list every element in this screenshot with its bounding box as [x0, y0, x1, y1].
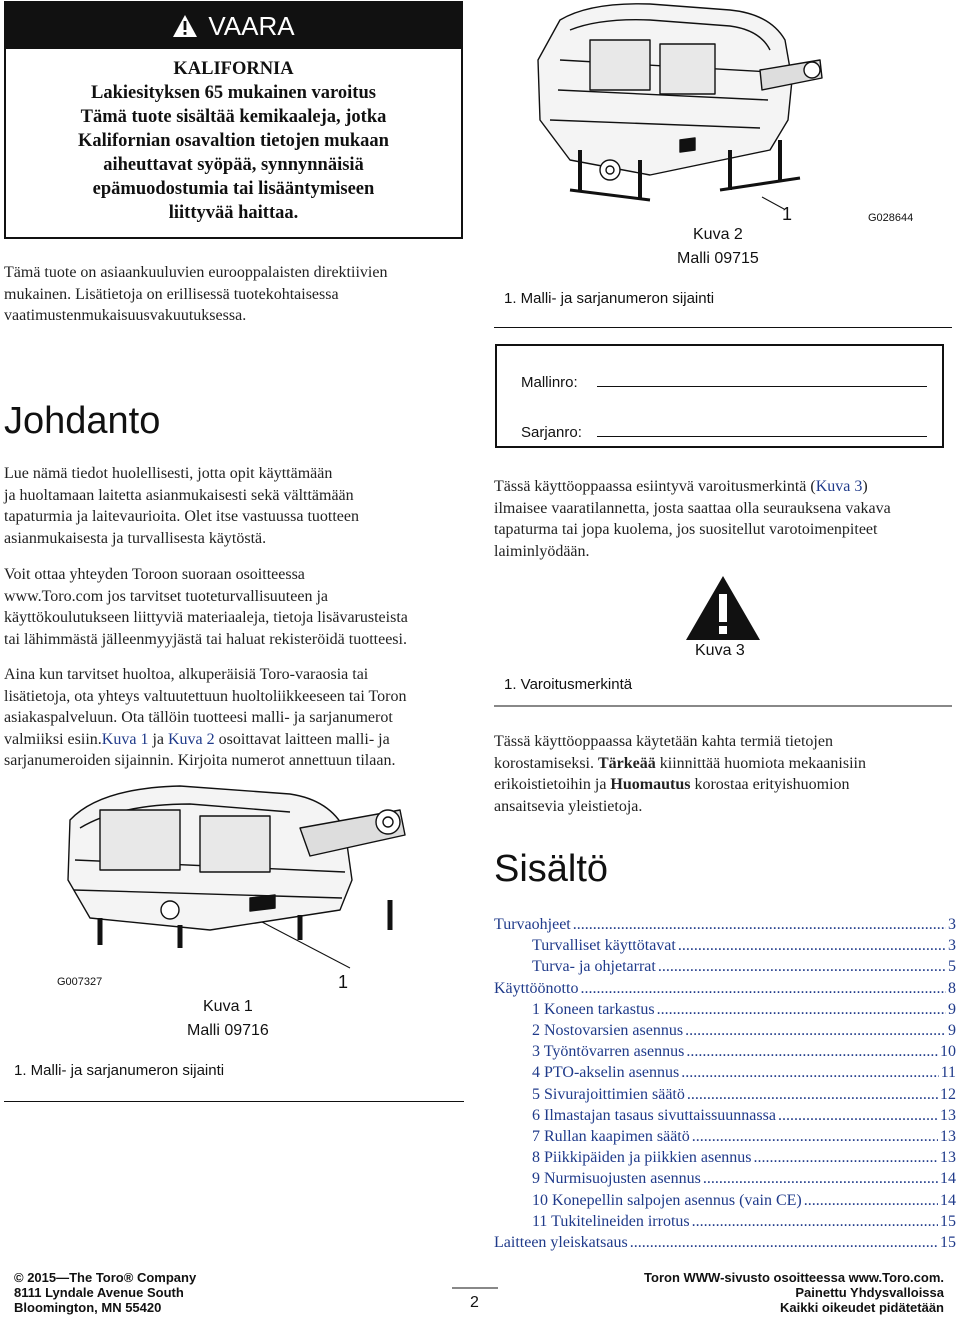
- toc-entry-title[interactable]: 8 Piikkipäiden ja piikkien asennus: [532, 1149, 752, 1167]
- text-line: ansaitsevia yleistietoja.: [494, 797, 643, 815]
- text-line: tapaturma tai jopa kuolema, jos suositellut varotoimenpiteet: [494, 521, 878, 538]
- figure2-title: Kuva 2: [693, 226, 743, 243]
- toc-entry-page[interactable]: 5: [948, 958, 956, 976]
- warning-line: KALIFORNIA: [173, 59, 294, 79]
- figure3-link[interactable]: Kuva 3: [815, 478, 863, 495]
- text-line: Lue nämä tiedot huolellisesti, jotta opit käyttämään: [4, 465, 333, 482]
- toc-leader-dots: [692, 1126, 938, 1147]
- warning-line: epämuodostumia tai lisääntymiseen: [92, 179, 375, 199]
- figure2-divider: [494, 327, 952, 328]
- toc-entry[interactable]: [494, 1020, 956, 1041]
- warning-line: aiheuttavat syöpää, synnynnäisiä: [103, 155, 364, 175]
- footer-right: [644, 1270, 944, 1315]
- figure2-legend: 1. Malli- ja sarjanumeron sijainti: [504, 290, 715, 307]
- intro-paragraph-3: [4, 664, 474, 772]
- toc-entry[interactable]: [494, 1041, 956, 1062]
- toc-entry-title[interactable]: 4 PTO-akselin asennus: [532, 1064, 680, 1082]
- text-line: Voit ottaa yhteyden Toroon suoraan osoitteessa: [4, 566, 305, 583]
- figure2-subtitle: Malli 09715: [677, 250, 759, 267]
- text-span: Tässä käyttöoppaassa esiintyvä varoitusmerkintä (: [494, 478, 816, 495]
- toc-entry-title[interactable]: 11 Tukitelineiden irrotus: [532, 1212, 690, 1230]
- text-line: [494, 753, 956, 775]
- text-line: Tässä käyttöoppaassa käytetään kahta termiä tietojen: [494, 733, 833, 750]
- toc-entry-page[interactable]: 15: [940, 1212, 956, 1230]
- toc-entry-page[interactable]: 8: [948, 979, 956, 997]
- copyright-line: © 2015—The Toro® Company: [14, 1270, 197, 1285]
- toc-leader-dots: [573, 914, 946, 935]
- intro-paragraph-2: [4, 564, 474, 650]
- toc-entry-title[interactable]: 2 Nostovarsien asennus: [532, 1022, 684, 1040]
- figure2-leader-line: [760, 195, 793, 225]
- warning-box: [4, 1, 463, 239]
- figure2-illustration: [530, 0, 830, 210]
- text-span: korostamiseksi.: [494, 754, 598, 772]
- eu-notice-line: Tämä tuote on asiaankuuluvien eurooppalaisten direktiivien: [4, 264, 388, 281]
- figure1-callout: 1: [338, 972, 349, 992]
- website-line: Toron WWW-sivusto osoitteessa www.Toro.com.: [644, 1270, 944, 1285]
- serial-number-field[interactable]: [597, 436, 927, 437]
- important-term: Tärkeää: [598, 754, 656, 772]
- figure1-leader-line: [260, 920, 370, 980]
- toc-entry-title[interactable]: Turvalliset käyttötavat: [532, 937, 676, 955]
- figure1-divider: [4, 1101, 464, 1102]
- toc-leader-dots: [692, 1211, 938, 1232]
- figure1-link[interactable]: Kuva 1: [101, 730, 149, 748]
- toc-entry[interactable]: [494, 1062, 956, 1083]
- toc-entry[interactable]: [494, 1232, 956, 1253]
- text-line: asianmukaisesta ja turvallisesta käytöstä.: [4, 529, 267, 547]
- toc-entry-title[interactable]: 7 Rullan kaapimen säätö: [532, 1128, 690, 1146]
- toc-entry[interactable]: [494, 978, 956, 999]
- toc-entry-title[interactable]: Turvaohjeet: [494, 916, 571, 933]
- text-line: lisätietoja, ota yhteys valtuutettuun huoltoliikkeeseen tai Toron: [4, 687, 407, 705]
- model-serial-box: [495, 344, 944, 448]
- warning-body: [6, 57, 461, 225]
- address-line: Bloomington, MN 55420: [14, 1300, 162, 1315]
- text-span: ja: [148, 730, 168, 748]
- text-line: tapaturmia ja laitevaurioita. Olet itse vastuussa tuotteen: [4, 508, 359, 525]
- toc-entry-page[interactable]: 14: [940, 1191, 956, 1209]
- warning-header: [6, 3, 461, 49]
- intro-paragraph-1: [4, 463, 466, 549]
- toc-entry[interactable]: [494, 999, 956, 1020]
- toc-leader-dots: [778, 1105, 938, 1126]
- model-number-field[interactable]: [597, 386, 927, 387]
- figure3-title: Kuva 3: [695, 642, 745, 659]
- text-span: ): [862, 478, 868, 495]
- toc-entry-title[interactable]: 9 Nurmisuojusten asennus: [532, 1170, 701, 1188]
- eu-notice-line: mukainen. Lisätietoja on erillisessä tuotekohtaisessa: [4, 285, 339, 303]
- text-line: [494, 476, 956, 498]
- toc-entry[interactable]: [494, 956, 956, 977]
- warning-line: Tämä tuote sisältää kemikaaleja, jotka: [80, 107, 387, 127]
- text-line: ja huoltamaan laitetta asianmukaisesti sekä välttämään: [4, 486, 354, 504]
- warning-line: Kalifornian osavaltion tietojen mukaan: [78, 131, 389, 151]
- toc-entry[interactable]: [494, 935, 956, 956]
- toc-entry-page[interactable]: 9: [948, 1000, 956, 1018]
- footer-left: [14, 1270, 196, 1315]
- safety-paragraph: [494, 476, 956, 562]
- toc-entry[interactable]: [494, 1084, 956, 1105]
- toc-leader-dots: [681, 1062, 938, 1083]
- toc-entry-title[interactable]: Laitteen yleiskatsaus: [494, 1234, 628, 1252]
- warning-title: VAARA: [208, 10, 295, 41]
- toc-entry-page[interactable]: 13: [940, 1149, 956, 1167]
- figure1-subtitle: Malli 09716: [187, 1022, 269, 1039]
- intro-heading: Johdanto: [4, 400, 161, 442]
- toc-leader-dots: [580, 978, 946, 999]
- toc-entry-title[interactable]: Turva- ja ohjetarrat: [532, 958, 656, 976]
- warning-line: liittyvää haittaa.: [168, 203, 299, 223]
- toc-entry-title[interactable]: 6 Ilmastajan tasaus sivuttaissuunnassa: [532, 1106, 776, 1124]
- address-line: 8111 Lyndale Avenue South: [14, 1285, 184, 1300]
- text-line: asiakaspalveluun. Ota tällöin tuotteesi malli- ja sarjanumerot: [4, 709, 393, 726]
- toc-entry-page[interactable]: 14: [940, 1170, 956, 1188]
- page-number-rule: [452, 1286, 502, 1290]
- toc-entry-page[interactable]: 15: [940, 1234, 956, 1252]
- figure1-title: Kuva 1: [203, 998, 253, 1015]
- text-line: sarjanumeroiden sijainnin. Kirjoita numerot annettuun tilaan.: [4, 752, 396, 769]
- toc-entry-page[interactable]: 9: [948, 1022, 956, 1040]
- text-line: ilmaisee vaaratilannetta, josta saattaa olla seurauksena vakava: [494, 499, 891, 517]
- eu-notice: [4, 262, 464, 327]
- warning-line: Lakiesityksen 65 mukainen varoitus: [91, 83, 376, 103]
- figure1-code: G007327: [57, 976, 103, 988]
- toc-entry[interactable]: [494, 1168, 956, 1189]
- toc-entry[interactable]: [494, 1126, 956, 1147]
- text-line: tai lähimmästä jälleenmyyjästä tai haluat rekisteröidä tuotteesi.: [4, 630, 407, 648]
- toc-entry-page[interactable]: 13: [940, 1128, 956, 1146]
- toc-leader-dots: [804, 1190, 938, 1211]
- eu-notice-line: vaatimustenmukaisuusvakuutuksessa.: [4, 307, 247, 324]
- figure2-callout: 1: [782, 204, 793, 224]
- toc-leader-dots: [630, 1232, 938, 1253]
- figure3-legend: 1. Varoitusmerkintä: [504, 676, 633, 693]
- warning-triangle-icon: [172, 14, 198, 38]
- figure3-divider: [494, 704, 956, 708]
- toc-entry-page[interactable]: 12: [940, 1085, 956, 1103]
- text-line: [494, 774, 956, 796]
- text-line: www.Toro.com jos tarvitset tuoteturvallisuuteen ja: [4, 587, 328, 605]
- terms-paragraph: [494, 731, 956, 817]
- toc-leader-dots: [687, 1084, 938, 1105]
- toc-heading: Sisältö: [494, 848, 609, 890]
- text-line: Aina kun tarvitset huoltoa, alkuperäisiä Toro-varaosia tai: [4, 666, 369, 683]
- toc-leader-dots: [678, 935, 946, 956]
- printed-line: Painettu Yhdysvalloissa: [795, 1285, 944, 1300]
- toc-entry-title[interactable]: Käyttöönotto: [494, 979, 579, 997]
- rights-line: Kaikki oikeudet pidätetään: [780, 1300, 944, 1315]
- text-span: osoittavat laitteen malli- ja: [214, 730, 390, 748]
- toc-leader-dots: [685, 1020, 946, 1041]
- toc-entry[interactable]: [494, 1211, 956, 1232]
- model-number-label: Mallinro:: [521, 374, 578, 391]
- toc-entry-page[interactable]: 13: [940, 1106, 956, 1124]
- toc-leader-dots: [657, 999, 946, 1020]
- toc-entry[interactable]: [494, 1190, 956, 1211]
- toc-entry-page[interactable]: 3: [948, 916, 956, 933]
- text-span: korostaa erityishuomion: [690, 776, 850, 793]
- toc-entry[interactable]: [494, 1105, 956, 1126]
- text-span: valmiiksi esiin.: [4, 730, 102, 748]
- toc-entry-title[interactable]: 5 Sivurajoittimien säätö: [532, 1085, 685, 1103]
- toc-entry-page[interactable]: 11: [940, 1064, 956, 1082]
- figure2-code: G028644: [868, 212, 914, 224]
- toc-leader-dots: [686, 1041, 938, 1062]
- toc-leader-dots: [703, 1168, 938, 1189]
- figure2-link[interactable]: Kuva 2: [167, 730, 215, 748]
- toc-entry[interactable]: [494, 1147, 956, 1168]
- text-line: käyttökoulutukseen liittyviä materiaaleja, tietoja lisävarusteista: [4, 609, 408, 626]
- toc-entry-title[interactable]: 3 Työntövarren asennus: [532, 1043, 685, 1061]
- serial-number-label: Sarjanro:: [521, 424, 582, 441]
- note-term: Huomautus: [610, 776, 691, 793]
- figure1-legend: 1. Malli- ja sarjanumeron sijainti: [14, 1062, 225, 1079]
- text-line: laiminlyödään.: [494, 542, 590, 560]
- text-span: erikoistietoihin ja: [494, 776, 611, 793]
- text-span: kiinnittää huomiota mekaanisiin: [655, 754, 866, 772]
- toc-entry-title[interactable]: 1 Koneen tarkastus: [532, 1000, 655, 1018]
- toc-leader-dots: [658, 956, 946, 977]
- page-number: 2: [470, 1294, 479, 1311]
- table-of-contents: [494, 914, 956, 1253]
- text-line: [4, 729, 474, 751]
- toc-leader-dots: [754, 1147, 938, 1168]
- toc-entry[interactable]: [494, 914, 956, 935]
- toc-entry-page[interactable]: 3: [948, 937, 956, 955]
- figure1-illustration: [60, 780, 430, 950]
- toc-entry-page[interactable]: 10: [940, 1043, 956, 1061]
- warning-symbol-icon: [684, 574, 762, 642]
- toc-entry-title[interactable]: 10 Konepellin salpojen asennus (vain CE): [532, 1191, 802, 1209]
